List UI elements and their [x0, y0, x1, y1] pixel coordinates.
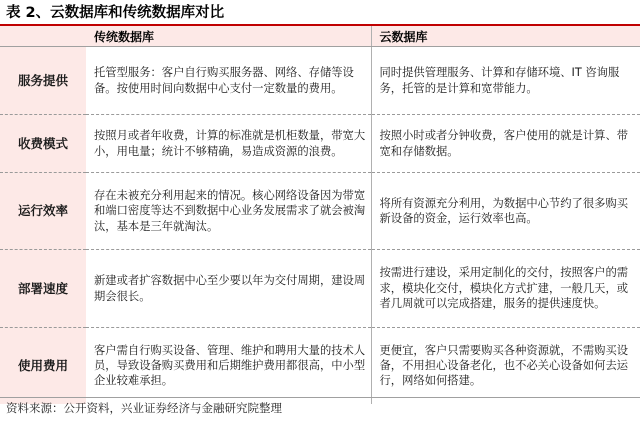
traditional-cell: 按照月或者年收费，计算的标准就是机柜数量，带宽大小，用电量；统计不够精确，易造成资源的浪费。 [86, 115, 371, 173]
table-title: 表 2、云数据库和传统数据库对比 [6, 5, 225, 21]
row-label: 收费模式 [0, 115, 86, 173]
traditional-cell: 托管型服务：客户自行购买服务器、网络、存储等设备。按使用时间向数据中心支付一定数量的费用。 [86, 47, 371, 115]
cloud-cell: 按需进行建设，采用定制化的交付，按照客户的需求，模块化交付，模块化方式扩建，一般几天，或者几周就可以完成搭建，服务的提供速度快。 [371, 250, 640, 328]
source-note: 资料来源：公开资料，兴业证券经济与金融研究院整理 [6, 401, 282, 415]
header-traditional: 传统数据库 [86, 26, 371, 47]
cloud-cell: 更便宜，客户只需要购买各种资源就，不需购买设备，不用担心设备老化，也不必关心设备如何去运行，网络如何搭建。 [379, 343, 629, 388]
header-cloud: 云数据库 [371, 26, 640, 47]
cloud-cell: 按照小时或者分钟收费，客户使用的就是计算、带宽和存储数据。 [371, 115, 640, 173]
header-corner [0, 26, 86, 47]
traditional-cell: 新建或者扩容数据中心至少要以年为交付周期，建设周期会很长。 [86, 250, 371, 328]
row-label: 使用费用 [0, 328, 86, 404]
table-row [0, 47, 640, 115]
table-row [0, 173, 640, 250]
cloud-cell: 将所有资源充分利用，为数据中心节约了很多购买新设备的资金，运行效率也高。 [371, 173, 640, 250]
comparison-table [0, 26, 640, 404]
traditional-cell: 客户需自行购买设备、管理、维护和聘用大量的技术人员，导致设备购买费用和后期维护费用都很高，中小型企业较难承担。 [86, 328, 371, 404]
table-row [0, 328, 640, 404]
row-label: 运行效率 [0, 173, 86, 250]
table-row [0, 115, 640, 173]
row-label: 部署速度 [0, 250, 86, 328]
table-bottom-rule [0, 397, 640, 398]
table-header-row [0, 26, 640, 47]
traditional-cell: 存在未被充分利用起来的情况。核心网络设备因为带宽和端口密度等达不到数据中心业务发展需求了就会被淘汰，基本是三年就淘汰。 [86, 173, 371, 250]
row-label: 服务提供 [0, 47, 86, 115]
table-row [0, 250, 640, 328]
cloud-cell: 同时提供管理服务、计算和存储环境、IT 咨询服务，托管的是计算和宽带能力。 [371, 47, 640, 115]
